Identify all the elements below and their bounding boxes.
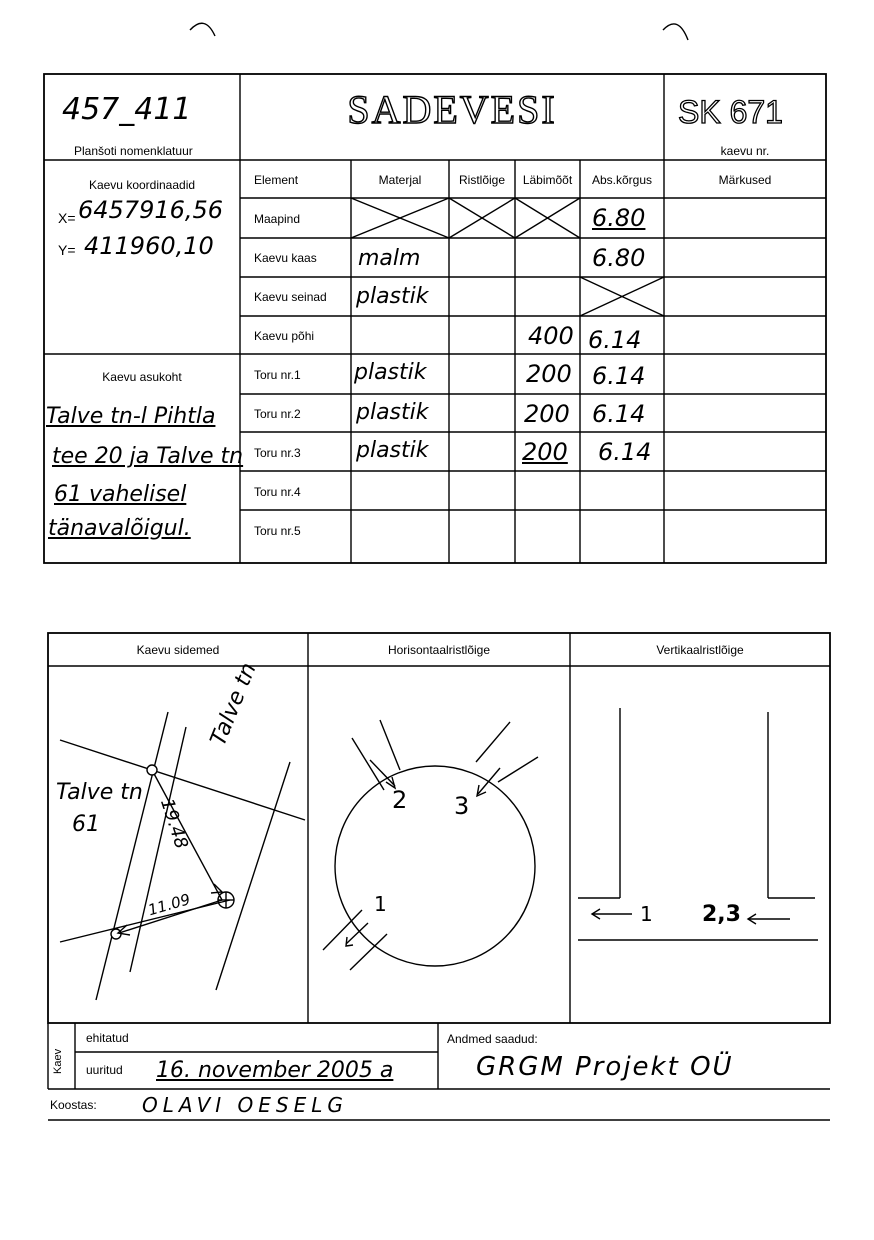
- table-row-element: Kaevu kaas: [254, 251, 317, 265]
- table-cell-material: plastik: [356, 438, 429, 463]
- table-row-element: Toru nr.3: [254, 446, 301, 460]
- street-label-left: Talve tn: [56, 780, 143, 805]
- table-cell-material: plastik: [354, 360, 427, 385]
- distance-label: 19.48: [156, 796, 192, 852]
- table-cell-diameter: 400: [528, 322, 574, 350]
- built-label: ehitatud: [86, 1031, 129, 1045]
- column-header-notes: Märkused: [718, 173, 772, 187]
- location-line: tee 20 ja Talve tn: [52, 444, 244, 469]
- table-cell-height: 6.80: [592, 244, 646, 272]
- table-cell-diameter: 200: [526, 360, 572, 388]
- author-value: OLAVI OESELG: [142, 1093, 348, 1117]
- table-row-element: Toru nr.5: [254, 524, 301, 538]
- location-line: 61 vahelisel: [54, 482, 187, 507]
- table-cell-diameter: 200: [522, 438, 568, 466]
- punch-hole-left: [190, 23, 215, 36]
- panel-label-ties: Kaevu sidemed: [136, 643, 220, 657]
- location-label: Kaevu asukoht: [102, 370, 182, 384]
- coordinate-y: 411960,10: [84, 232, 214, 260]
- footer-side-label: Kaev: [52, 1048, 64, 1074]
- distance-label: 11.09: [146, 890, 193, 920]
- table-cell-material: malm: [358, 246, 421, 271]
- column-header-cross-section: Ristlõige: [458, 173, 506, 187]
- author-label: Koostas:: [50, 1098, 97, 1112]
- data-source-label: Andmed saadud:: [447, 1032, 538, 1046]
- pipe-label: 2: [392, 786, 408, 814]
- table-row-element: Kaevu seinad: [254, 290, 327, 304]
- table-row-element: Maapind: [254, 212, 301, 226]
- location-line: tänavalõigul.: [48, 516, 191, 541]
- street-number-left: 61: [72, 812, 100, 837]
- well-number-label: kaevu nr.: [720, 144, 770, 158]
- well-number: SK 671: [678, 94, 783, 130]
- table-cell-height: 6.14: [598, 438, 652, 466]
- location-line: Talve tn-l Pihtla: [46, 404, 216, 429]
- plan-number-label: Planšoti nomenklatuur: [74, 144, 193, 158]
- column-header-material: Materjal: [378, 173, 422, 187]
- column-header-diameter: Läbimõõt: [522, 173, 573, 187]
- punch-hole-right: [663, 24, 688, 40]
- table-row-element: Toru nr.1: [254, 368, 301, 382]
- coordinate-x: 6457916,56: [78, 196, 224, 224]
- coordinate-x-prefix: X=: [58, 210, 76, 226]
- table-cell-height: 6.80: [592, 204, 646, 232]
- coordinates-label: Kaevu koordinaadid: [88, 178, 196, 192]
- table-cell-height: 6.14: [588, 326, 642, 354]
- table-cell-material: plastik: [356, 400, 429, 425]
- table-row-element: Toru nr.4: [254, 485, 301, 499]
- panel-label-horizontal: Horisontaalristlõige: [387, 643, 491, 657]
- data-source-value: GRGM Projekt OÜ: [476, 1052, 734, 1082]
- table-cell-material: plastik: [356, 284, 429, 309]
- plan-number: 457_411: [62, 92, 192, 127]
- table-cell-height: 6.14: [592, 400, 646, 428]
- column-header-element: Element: [254, 173, 299, 187]
- coordinate-y-prefix: Y=: [58, 242, 76, 258]
- table-row-element: Toru nr.2: [254, 407, 301, 421]
- pipe-label: 1: [374, 892, 387, 916]
- table-row-element: Kaevu põhi: [254, 329, 315, 343]
- column-header-height: Abs.kõrgus: [591, 173, 653, 187]
- table-cell-height: 6.14: [592, 362, 646, 390]
- table-cell-diameter: 200: [524, 400, 570, 428]
- surveyed-label: uuritud: [86, 1063, 123, 1077]
- surveyed-value: 16. november 2005 a: [156, 1058, 394, 1083]
- page-title: SADEVESI: [347, 87, 557, 132]
- vertical-pipe-label: 2,3: [702, 902, 741, 927]
- vertical-pipe-label: 1: [640, 902, 653, 926]
- panel-label-vertical: Vertikaalristlõige: [656, 643, 744, 657]
- street-label-upper: Talve tn: [206, 659, 262, 750]
- pipe-label: 3: [454, 792, 470, 820]
